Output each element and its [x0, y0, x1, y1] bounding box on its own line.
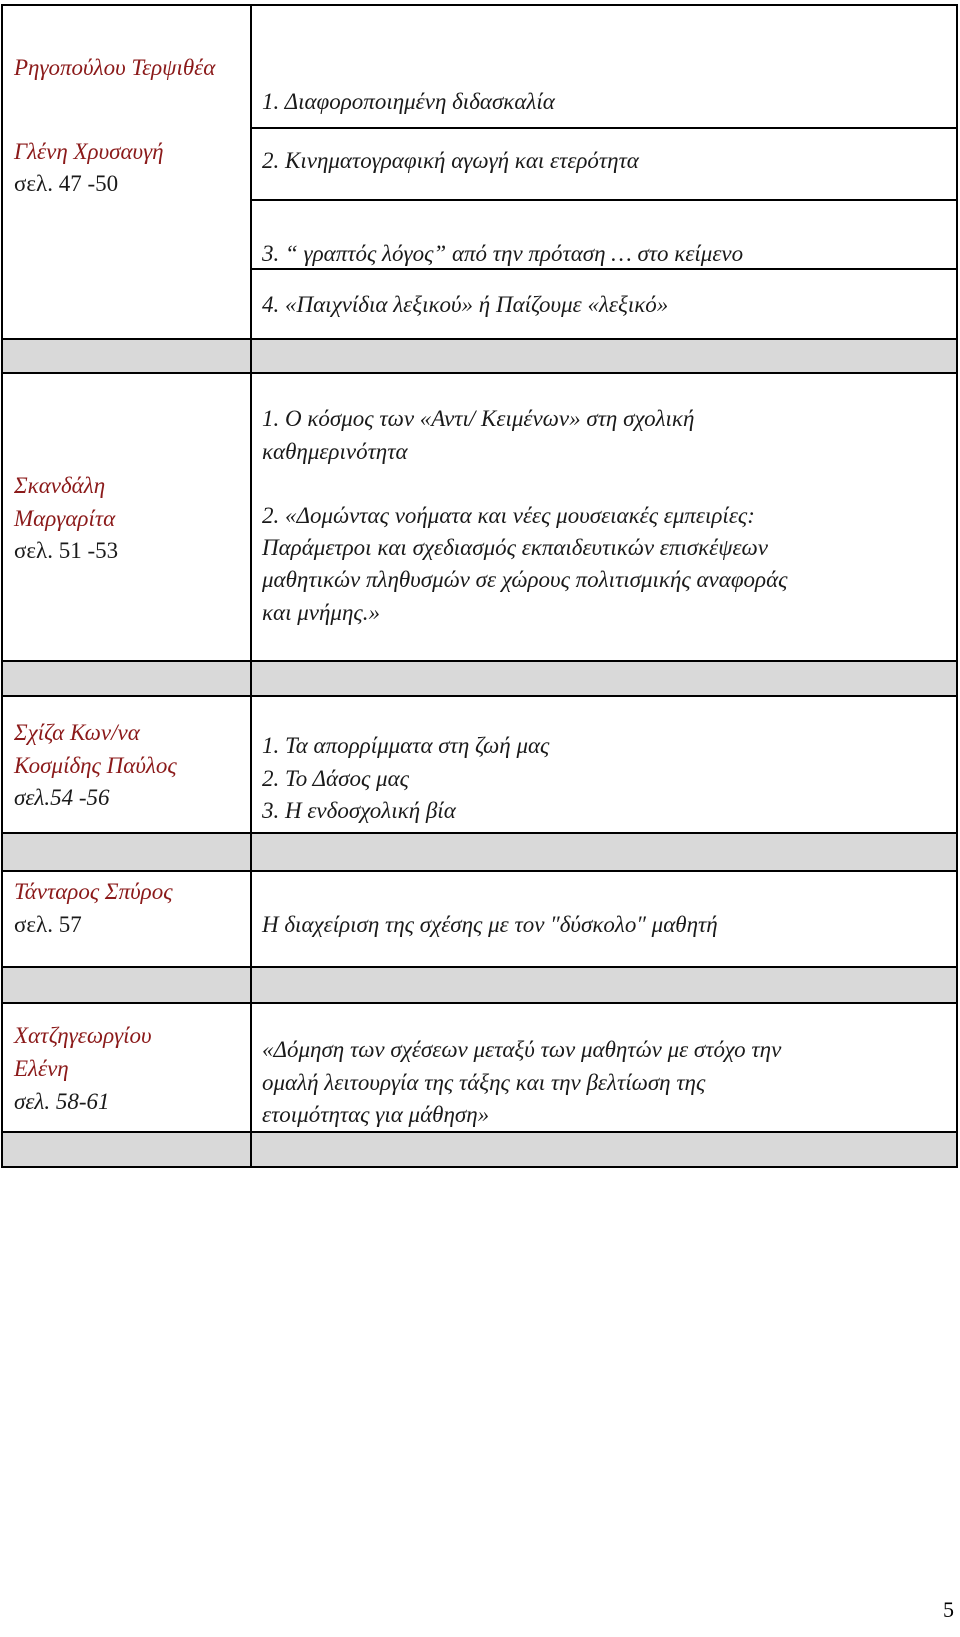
author-name: Ελένη: [14, 1056, 69, 1081]
table-border: [1, 695, 958, 697]
table-border: [250, 199, 958, 201]
author-name: Σκανδάλη: [14, 473, 106, 498]
topic-line: 1. Τα απορρίμματα στη ζωή μας: [262, 733, 550, 758]
topic-line: 2. «Δομώντας νοήματα και νέες μουσειακές εμπειρίες:: [262, 503, 755, 528]
topic-line: 3. Η ενδοσχολική βία: [262, 798, 456, 823]
topic-line: μαθητικών πληθυσμών σε χώρους πολιτισμικής αναφοράς: [262, 567, 788, 592]
topic-line: και μνήμης.»: [262, 600, 380, 625]
separator-row: [3, 1132, 957, 1167]
page-range: σελ. 57: [14, 912, 82, 937]
author-name: Τάνταρος Σπύρος: [14, 879, 173, 904]
topic-line: 3. “ γραπτός λόγος” από την πρόταση … στο κείμενο: [262, 241, 744, 266]
table-border: [1, 1166, 958, 1168]
topic-line: 1. Ο κόσμος των «Αντι/ Κειμένων» στη σχολική: [262, 406, 695, 431]
separator-row: [3, 833, 957, 871]
page-range: σελ. 47 -50: [14, 171, 119, 196]
page-range: σελ. 58-61: [14, 1089, 110, 1114]
author-name: Σχίζα Κων/να: [14, 720, 140, 745]
topic-line: Παράμετροι και σχεδιασμός εκπαιδευτικών επισκέψεων: [262, 535, 768, 560]
table-border: [250, 127, 958, 129]
topic-line: Η διαχείριση της σχέσης με τον ″δύσκολο″ μαθητή: [262, 912, 718, 937]
topic-line: καθημερινότητα: [262, 439, 408, 464]
author-name: Χατζηγεωργίου: [14, 1023, 152, 1048]
table-border: [1, 870, 958, 872]
table-border: [1, 660, 958, 662]
topic-line: «Δόμηση των σχέσεων μεταξύ των μαθητών με στόχο την: [262, 1037, 782, 1062]
table-border: [250, 4, 252, 1168]
topic-line: 1. Διαφοροποιημένη διδασκαλία: [262, 89, 555, 114]
table-border: [1, 1002, 958, 1004]
table-border: [1, 966, 958, 968]
author-name: Μαργαρίτα: [14, 506, 116, 531]
separator-row: [3, 967, 957, 1003]
page-range: σελ.54 -56: [14, 785, 110, 810]
author-name: Ρηγοπούλου Τερψιθέα: [14, 55, 216, 80]
topic-line: ομαλή λειτουργία της τάξης και την βελτίωση της: [262, 1070, 706, 1095]
page-number: 5: [943, 1597, 954, 1622]
author-name: Κοσμίδης Παύλος: [14, 753, 177, 778]
table-border: [1, 372, 958, 374]
separator-row: [3, 661, 957, 696]
author-name: Γλένη Χρυσαυγή: [14, 139, 164, 164]
table-border: [1, 4, 3, 1168]
table-border: [1, 338, 958, 340]
table-border: [956, 4, 958, 1168]
topic-line: ετοιμότητας για μάθηση»: [262, 1102, 490, 1127]
table-border: [1, 1131, 958, 1133]
table-border: [1, 4, 958, 6]
table-border: [1, 832, 958, 834]
topic-line: 2. Το Δάσος μας: [262, 766, 409, 791]
topic-line: 4. «Παιχνίδια λεξικού» ή Παίζουμε «λεξικό»: [262, 292, 669, 317]
separator-row: [3, 339, 957, 373]
topic-line: 2. Κινηματογραφική αγωγή και ετερότητα: [262, 148, 639, 173]
page-range: σελ. 51 -53: [14, 538, 119, 563]
